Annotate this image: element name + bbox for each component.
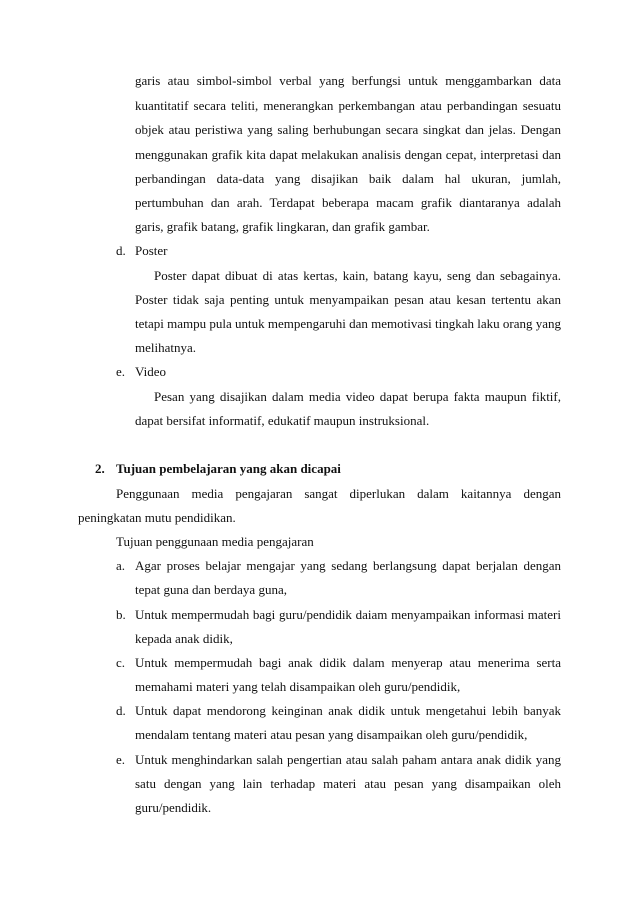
- item-b-line-2: kepada anak didik,: [135, 631, 233, 646]
- poster-heading: Poster: [135, 243, 168, 258]
- grafik-line-4: menggunakan grafik kita dapat melakukan analisis dengan cepat, interpretasi dan: [135, 147, 561, 162]
- grafik-line-1: garis atau simbol-simbol verbal yang berfungsi untuk menggambarkan data: [135, 73, 561, 88]
- poster-line-2: Poster tidak saja penting untuk menyampaikan pesan atau kesan tertentu akan: [135, 292, 561, 307]
- video-line-1: Pesan yang disajikan dalam media video dapat berupa fakta maupun fiktif,: [154, 389, 561, 404]
- video-label: e.: [116, 364, 126, 379]
- poster-line-3: tetapi mampu pula untuk mempengaruhi dan memotivasi tingkah laku orang yang: [135, 316, 561, 331]
- item-c-line-2: memahami materi yang telah disampaikan oleh guru/pendidik,: [135, 679, 461, 694]
- grafik-line-3: objek atau peristiwa yang saling berhubungan secara singkat dan jelas. Dengan: [135, 122, 561, 137]
- grafik-line-5: perbandingan data-data yang disajikan baik dalam hal ukuran, jumlah,: [135, 171, 561, 186]
- grafik-line-2: kuantitatif secara teliti, menerangkan perkembangan atau perbandingan sesuatu: [135, 98, 561, 113]
- video-heading: Video: [135, 364, 166, 379]
- item-a-label: a.: [116, 558, 126, 573]
- item-c-line-1: Untuk mempermudah bagi anak didik dalam menyerap atau menerima serta: [135, 655, 561, 670]
- grafik-line-6: pertumbuhan dan arah. Terdapat beberapa macam grafik diantaranya adalah: [135, 195, 561, 210]
- poster-line-4: melihatnya.: [135, 340, 197, 355]
- video-line-2: dapat bersifat informatif, edukatif maupun instruksional.: [135, 413, 430, 428]
- grafik-line-7: garis, grafik batang, grafik lingkaran, dan grafik gambar.: [135, 219, 430, 234]
- item-d-line-2: mendalam tentang materi atau pesan yang disampaikan oleh guru/pendidik,: [135, 727, 528, 742]
- poster-label: d.: [116, 243, 126, 258]
- purpose-subheading: Tujuan penggunaan media pengajaran: [116, 534, 314, 549]
- item-e-line-3: guru/pendidik.: [135, 800, 212, 815]
- item-a-line-2: tepat guna dan berdaya guna,: [135, 582, 287, 597]
- item-d-label: d.: [116, 703, 126, 718]
- item-e-line-1: Untuk menghindarkan salah pengertian atau salah paham antara anak didik yang: [135, 752, 561, 767]
- item-e-label: e.: [116, 752, 126, 767]
- section-heading: Tujuan pembelajaran yang akan dicapai: [116, 461, 341, 476]
- item-b-label: b.: [116, 607, 126, 622]
- poster-line-1: Poster dapat dibuat di atas kertas, kain, batang kayu, seng dan sebagainya.: [154, 268, 561, 283]
- item-c-label: c.: [116, 655, 126, 670]
- intro-line-1: Penggunaan media pengajaran sangat diperlukan dalam kaitannya dengan: [116, 486, 561, 501]
- section-number: 2.: [95, 461, 105, 476]
- intro-line-2: peningkatan mutu pendidikan.: [78, 510, 236, 525]
- item-b-line-1: Untuk mempermudah bagi guru/pendidik daiam menyampaikan informasi materi: [135, 607, 561, 622]
- item-a-line-1: Agar proses belajar mengajar yang sedang berlangsung dapat berjalan dengan: [135, 558, 561, 573]
- item-e-line-2: satu dengan yang lain terhadap materi atau pesan yang disampaikan oleh: [135, 776, 561, 791]
- item-d-line-1: Untuk dapat mendorong keinginan anak didik untuk mengetahui lebih banyak: [135, 703, 561, 718]
